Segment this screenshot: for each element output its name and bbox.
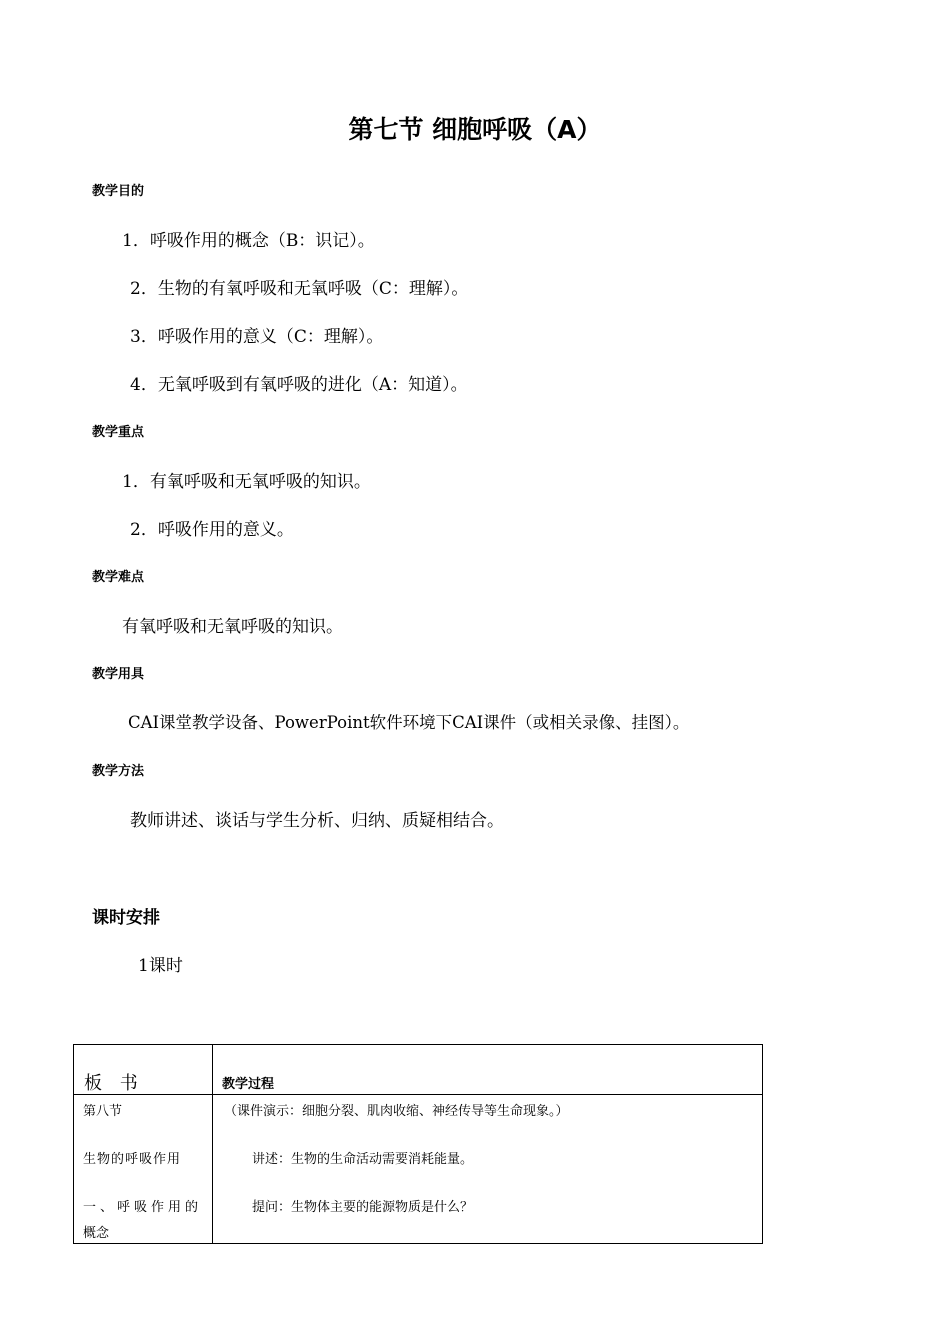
key-point-item: 2．呼吸作用的意义。 xyxy=(130,520,294,540)
lesson-table xyxy=(73,1044,763,1244)
process-line: 提问：生物体主要的能源物质是什么？ xyxy=(252,1200,474,1215)
key-point-item: 1．有氧呼吸和无氧呼吸的知识。 xyxy=(122,472,371,492)
board-header: 板 书 xyxy=(84,1073,144,1094)
page-title: 第七节 细胞呼吸（A） xyxy=(348,115,602,144)
board-line: 第八节 xyxy=(83,1104,123,1119)
difficulties-heading: 教学难点 xyxy=(92,570,145,585)
schedule-text: 1课时 xyxy=(138,956,183,976)
objective-item: 4．无氧呼吸到有氧呼吸的进化（A：知道）。 xyxy=(130,375,468,395)
board-line: 一、呼吸作用的 xyxy=(83,1200,203,1215)
row-divider xyxy=(74,1094,762,1095)
difficulties-text: 有氧呼吸和无氧呼吸的知识。 xyxy=(122,617,343,637)
objective-item: 1．呼吸作用的概念（B：识记）。 xyxy=(122,231,375,251)
tools-text: CAI课堂教学设备、PowerPoint软件环境下CAI课件（或相关录像、挂图）。 xyxy=(128,713,690,732)
objectives-heading: 教学目的 xyxy=(92,184,145,199)
methods-heading: 教学方法 xyxy=(92,764,145,779)
column-divider xyxy=(212,1045,213,1243)
process-line: （课件演示：细胞分裂、肌肉收缩、神经传导等生命现象。） xyxy=(224,1104,569,1119)
schedule-heading: 课时安排 xyxy=(92,908,160,928)
board-line: 生物的呼吸作用 xyxy=(83,1152,182,1167)
process-header: 教学过程 xyxy=(222,1077,275,1092)
tools-heading: 教学用具 xyxy=(92,667,145,682)
methods-text: 教师讲述、谈话与学生分析、归纳、质疑相结合。 xyxy=(130,811,504,831)
key-points-heading: 教学重点 xyxy=(92,425,145,440)
objective-item: 3．呼吸作用的意义（C：理解）。 xyxy=(130,327,384,347)
board-line: 概念 xyxy=(83,1226,110,1241)
process-line: 讲述：生物的生命活动需要消耗能量。 xyxy=(252,1152,474,1167)
objective-item: 2．生物的有氧呼吸和无氧呼吸（C：理解）。 xyxy=(130,279,469,299)
